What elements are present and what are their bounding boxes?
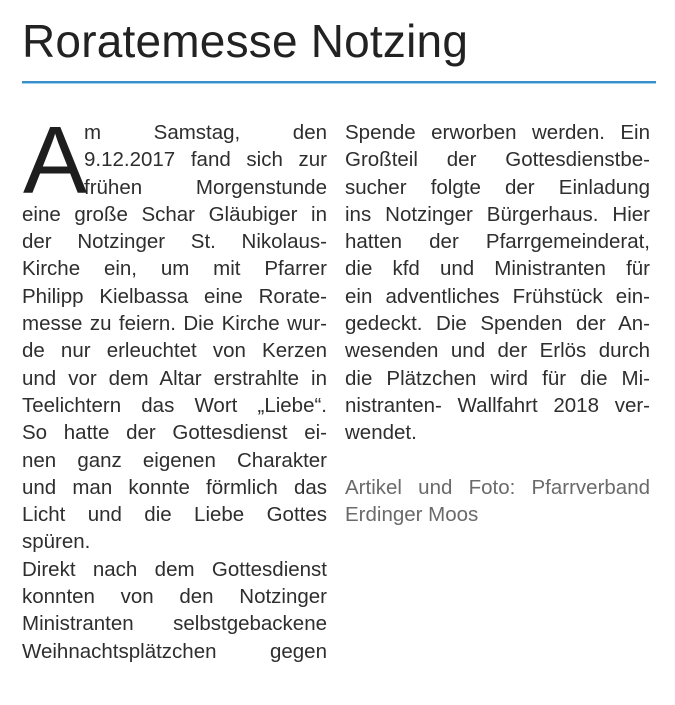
- text-line: gedeckt. Die Spenden der An-: [345, 312, 650, 336]
- text-line: und man konnte förmlich das: [22, 475, 327, 499]
- text-line: ein adventliches Frühstück ein-: [345, 284, 650, 308]
- text-line: wendet.: [345, 421, 417, 445]
- text-line: Spende erworben werden. Ein: [345, 121, 650, 144]
- text-line: der Notzinger St. Nikolaus-: [22, 230, 327, 254]
- text-line: de nur erleuchtet von Kerzen: [22, 339, 327, 363]
- article-column-right: [345, 119, 650, 528]
- text-line: Großteil der Gottesdienstbe-: [345, 148, 650, 172]
- text-line: m Samstag, den: [84, 121, 327, 144]
- text-line: 9.12.2017 fand sich zur: [84, 148, 327, 172]
- text-line: Licht und die Liebe Gottes: [22, 503, 327, 527]
- paragraph-spacer: [345, 447, 650, 474]
- text-line: wesenden und der Erlös durch: [345, 339, 650, 363]
- text-line: Kirche ein, um mit Pfarrer: [22, 257, 327, 281]
- text-line: spüren.: [22, 530, 91, 554]
- article-title: Roratemesse Notzing: [22, 15, 469, 67]
- credit-line: Erdinger Moos: [345, 503, 479, 527]
- text-line: die Plätzchen wird für die Mi-: [345, 366, 650, 390]
- text-line: Direkt nach dem Gottesdienst: [22, 557, 327, 581]
- text-line: Philipp Kielbassa eine Rorate-: [22, 284, 327, 308]
- article-credit: [345, 474, 650, 529]
- text-line: frühen Morgenstunde: [84, 175, 327, 199]
- text-line: nistranten- Wallfahrt 2018 ver-: [345, 393, 650, 417]
- text-line: Teelichtern das Wort „Liebe“.: [22, 393, 327, 417]
- text-line: ins Notzinger Bürgerhaus. Hier: [345, 202, 650, 226]
- text-line: eine große Schar Gläubiger in: [22, 202, 327, 226]
- text-line: nen ganz eigenen Charakter: [22, 448, 327, 472]
- article-column-left: [22, 107, 327, 665]
- text-line: die kfd und Ministranten für: [345, 257, 650, 281]
- text-line: So hatte der Gottesdienst ei-: [22, 421, 327, 445]
- text-line: Weihnachtsplätzchen gegen: [22, 639, 327, 663]
- text-line: konnten von den Notzinger: [22, 585, 327, 609]
- credit-line: Artikel und Foto: Pfarrverband: [345, 475, 650, 499]
- text-line: messe zu feiern. Die Kirche wur-: [22, 312, 327, 336]
- text-line: sucher folgte der Einladung: [345, 175, 650, 199]
- text-line: Ministranten selbstgebackene: [22, 612, 327, 636]
- title-divider: [22, 81, 656, 84]
- text-line: und vor dem Altar erstrahlte in: [22, 366, 327, 390]
- text-line: hatten der Pfarrgemeinderat,: [345, 230, 650, 254]
- drop-cap: A: [23, 107, 88, 214]
